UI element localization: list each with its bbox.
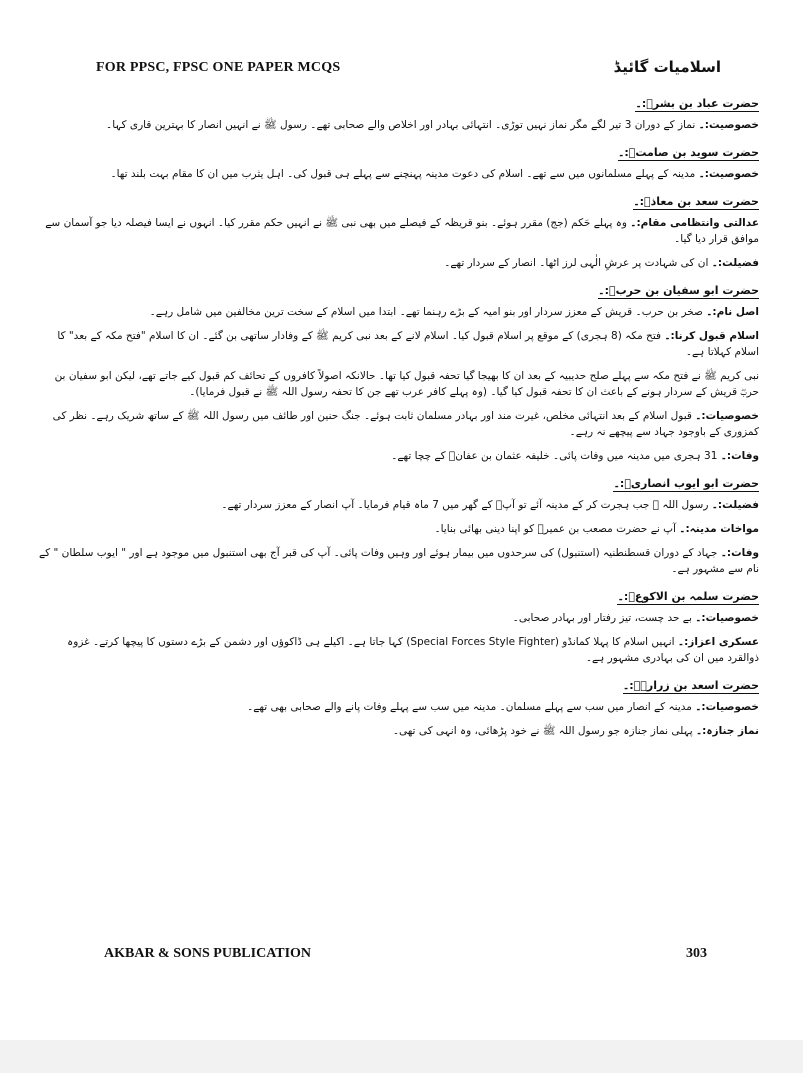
section-heading: حضرت سعد بن معاذؓ:۔ (633, 195, 759, 208)
paragraph-text: فتح مکہ (8 ہجری) کے موقع پر اسلام قبول کیا۔ اسلام لانے کے بعد نبی کریم ﷺ کے وفادار ساتھی بن گئے۔ ان کا اسلام "فتح مکہ کے بعد" کا اسلام کہلاتا ہے۔ (57, 330, 759, 358)
paragraph-text: مدینہ کے انصار میں سب سے پہلے مسلمان۔ مدینہ میں سب سے پہلے وفات پانے والے صحابی بھی تھے۔ (247, 701, 696, 713)
paragraph (38, 610, 759, 626)
paragraph-text: صخر بن حرب۔ قریش کے معزز سردار اور بنو امیہ کے بڑے رہنما تھے۔ ابتدا میں اسلام کے سخت ترین مخالفین میں شامل رہے۔ (149, 306, 707, 318)
paragraph-label: وفات:۔ (720, 450, 759, 462)
paragraph-label: فضیلت:۔ (711, 499, 759, 511)
paragraph-text: آپ نے حضرت مصعب بن عمیرؓ کو اپنا دینی بھائی بنایا۔ (434, 523, 680, 535)
paragraph (38, 328, 759, 360)
section-suwaid-bin-samit (38, 141, 759, 182)
paragraph-label: مواخات مدینہ:۔ (679, 523, 759, 535)
paragraph-label: خصوصیت:۔ (698, 119, 759, 131)
paragraph-label: اصل نام:۔ (706, 306, 759, 318)
paragraph (38, 255, 759, 271)
paragraph-text: جہاد کے دوران قسطنطنیہ (استنبول) کی سرحدوں میں بیمار ہوئے اور وہیں وفات پائی۔ آپ کی قبر آج بھی استنبول میں موجود ہے اور " ایوب سلطان " کے نام سے مشہور ہے۔ (38, 547, 759, 575)
paragraph-label: عدالتی وانتظامی مقام:۔ (630, 217, 759, 229)
paragraph-label: عسکری اعزاز:۔ (677, 636, 759, 648)
section-asad-bin-zurarah (38, 674, 759, 739)
paragraph (38, 408, 759, 440)
paragraph-label: خصوصیات:۔ (695, 410, 759, 422)
paragraph-text: 31 ہجری میں مدینہ میں وفات پائی۔ خلیفہ عثمان بن عفانؓ کے چچا تھے۔ (391, 450, 721, 462)
section-heading: حضرت عباد بن بشرؓ:۔ (635, 97, 759, 110)
paragraph-text: بے حد چست، تیز رفتار اور بہادر صحابی۔ (512, 612, 696, 624)
paragraph-text: وہ پہلے حَکم (جج) مقرر ہوئے۔ بنو قریظہ کے فیصلے میں بھی نبی ﷺ نے انہیں حکم مقرر کیا۔ انہوں نے ایسا فیصلہ دیا جو آسمان سے موافق قرار دیا گیا۔ (45, 217, 759, 245)
paragraph (38, 448, 759, 464)
section-salama-bin-akwa (38, 585, 759, 666)
header-book-title: اسلامیات گائیڈ (613, 58, 721, 76)
section-abu-ayyub-ansari (38, 472, 759, 577)
paragraph (38, 521, 759, 537)
page-content (38, 92, 759, 747)
paragraph (38, 368, 759, 400)
section-abbad-bin-bishr (38, 92, 759, 133)
header-exam-title: FOR PPSC, FPSC ONE PAPER MCQS (96, 60, 341, 75)
section-saad-bin-muaz (38, 190, 759, 271)
paragraph-text: انہیں اسلام کا پہلا کمانڈو (Special Forces Style Fighter) کہا جاتا ہے۔ اکیلے ہی ڈاکوؤں اور دشمن کے بڑے دستوں کا پیچھا کرتے۔ غزوہ ذوالقرد میں ان کی بہادری مشہور ہے۔ (67, 636, 759, 664)
section-heading: حضرت سوید بن صامتؓ:۔ (617, 146, 759, 159)
section-heading: حضرت ابو ایوب انصاریؓ:۔ (613, 477, 759, 490)
section-heading: حضرت سلمہ بن الاکوعؓ:۔ (617, 590, 759, 603)
section-heading: حضرت ابو سفیان بن حربؓ:۔ (598, 284, 759, 297)
paragraph-label: خصوصیات:۔ (695, 612, 759, 624)
paragraph-label: نماز جنازہ:۔ (696, 725, 759, 737)
paragraph-label: خصوصیت:۔ (698, 168, 759, 180)
paragraph-text: رسول اللہ ﷺ جب ہجرت کر کے مدینہ آئے تو آپؐ کے گھر میں 7 ماہ قیام فرمایا۔ آپ انصار کے معزز سردار تھے۔ (221, 499, 712, 511)
paragraph (38, 723, 759, 739)
paragraph (38, 215, 759, 247)
paragraph-label: فضیلت:۔ (711, 257, 759, 269)
paragraph (38, 699, 759, 715)
footer-publisher: AKBAR & SONS PUBLICATION (104, 946, 312, 961)
paragraph-text: پہلی نماز جنازہ جو رسول اللہ ﷺ نے خود پڑھائی، وہ انہی کی تھی۔ (392, 725, 697, 737)
section-abu-sufyan (38, 279, 759, 464)
paragraph (38, 497, 759, 513)
section-heading: حضرت اسعد بن زرارہؓ:۔ (622, 679, 759, 692)
paragraph-text: قبول اسلام کے بعد انتہائی مخلص، غیرت مند اور بہادر مسلمان ثابت ہوئے۔ جنگ حنین اور طائف میں رسول اللہ ﷺ کے ساتھ شریک رہے۔ نظر کی کمزوری کے باوجود جہاد سے پیچھے نہ رہے۔ (52, 410, 759, 438)
paragraph-label: خصوصیات:۔ (695, 701, 759, 713)
paragraph-label: اسلام قبول کرنا:۔ (664, 330, 759, 342)
paragraph (38, 166, 759, 182)
paragraph (38, 304, 759, 320)
paragraph (38, 545, 759, 577)
paragraph-text: مدینہ کے پہلے مسلمانوں میں سے تھے۔ اسلام کی دعوت مدینہ پہنچنے سے پہلے ہی قبول کی۔ اہل یثرب میں ان کا مقام بہت بلند تھا۔ (110, 168, 699, 180)
paragraph-text: نماز کے دوران 3 تیر لگے مگر نماز نہیں توڑی۔ انتہائی بہادر اور اخلاص والے صحابی تھے۔ رسول ﷺ نے انہیں انصار کا بہترین قاری کہا۔ (106, 119, 699, 131)
page-number: 303 (686, 946, 707, 961)
paragraph-label: وفات:۔ (720, 547, 759, 559)
viewer-bottom-margin (0, 1040, 803, 1073)
paragraph (38, 117, 759, 133)
paragraph-text: ان کی شہادت پر عرشِ الٰہی لرز اٹھا۔ انصار کے سردار تھے۔ (444, 257, 712, 269)
paragraph (38, 634, 759, 666)
paragraph-text: نبی کریم ﷺ نے فتح مکہ سے پہلے صلح حدیبیہ کے بعد ان کا بھیجا گیا تحفہ قبول کیا تھا۔ حالانکہ اصولاً کافروں کے تحائف کم قبول کیے جاتے تھے، لیکن ابو سفیان بن حربؓ قریش کے سردار ہونے کے باعث ان کا تحفہ قبول کیا گیا۔ (وہ پہلے کافر عرب تھے جن کا تحفہ رسول اللہ ﷺ نے قبول فرمایا)۔ (54, 370, 759, 398)
